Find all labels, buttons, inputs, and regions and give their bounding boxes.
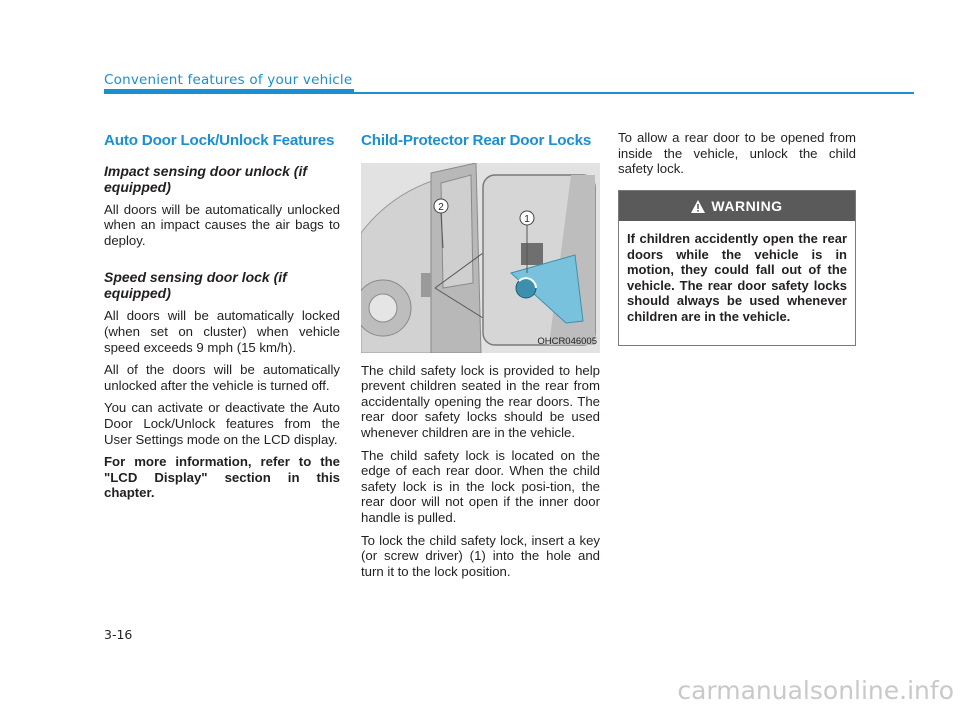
section-title-auto-door: Auto Door Lock/Unlock Features <box>104 132 335 149</box>
left-column <box>104 130 340 508</box>
paragraph-activate: You can activate or deactivate the Auto Door Lock/Unlock features from the User Settings mode on the LCD display. <box>104 400 340 447</box>
warning-box <box>618 190 856 346</box>
page-number: 3-16 <box>104 627 133 642</box>
child-lock-illustration <box>361 163 600 353</box>
watermark: carmanualsonline.info <box>677 676 954 705</box>
paragraph-unlock: To allow a rear door to be opened from inside the vehicle, unlock the child safety lock. <box>618 130 856 177</box>
paragraph-child-lock-location: The child safety lock is located on the edge of each rear door. When the child safety lock is in the lock posi-tion, the rear door will not open if the inner door handle is pulled. <box>361 447 600 525</box>
callout-2: 2 <box>438 201 444 213</box>
header-line <box>354 92 914 94</box>
paragraph-child-lock-purpose: The child safety lock is provided to help prevent children seated in the rear from accidentally opening the rear doors. The rear door safety locks should be used whenever children are in the vehicle. <box>361 362 600 440</box>
subtitle-speed-lock: Speed sensing door lock (if equipped) <box>104 269 287 302</box>
car-door-drawing <box>361 163 600 353</box>
subtitle-impact-unlock: Impact sensing door unlock (if equipped) <box>104 162 308 195</box>
middle-column <box>361 130 600 586</box>
warning-label: WARNING <box>711 198 783 214</box>
right-column <box>618 130 856 184</box>
paragraph-child-lock-how: To lock the child safety lock, insert a key (or screw driver) (1) into the hole and turn it to the lock position. <box>361 532 600 579</box>
image-code: OHCR046005 <box>537 336 597 347</box>
warning-triangle-icon <box>691 200 705 213</box>
paragraph-more-info: For more information, refer to the "LCD Display" section in this chapter. <box>104 454 340 501</box>
callout-1: 1 <box>524 213 530 225</box>
header-bar <box>104 89 354 94</box>
paragraph-impact: All doors will be automatically unlocked when an impact causes the air bags to deploy. <box>104 201 340 248</box>
header-title: Convenient features of your vehicle <box>104 72 353 88</box>
paragraph-turned-off: All of the doors will be automatically unlocked after the vehicle is turned off. <box>104 362 340 393</box>
warning-header <box>619 191 855 221</box>
section-title-child-lock: Child-Protector Rear Door Locks <box>361 132 592 149</box>
warning-text: If children accidently open the rear doors while the vehicle is in motion, they could fall out of the vehicle. The rear door safety locks should always be used whenever children are in the vehicle. <box>627 231 847 324</box>
paragraph-speed: All doors will be automatically locked (when set on cluster) when vehicle speed exceeds 9 mph (15 km/h). <box>104 308 340 355</box>
